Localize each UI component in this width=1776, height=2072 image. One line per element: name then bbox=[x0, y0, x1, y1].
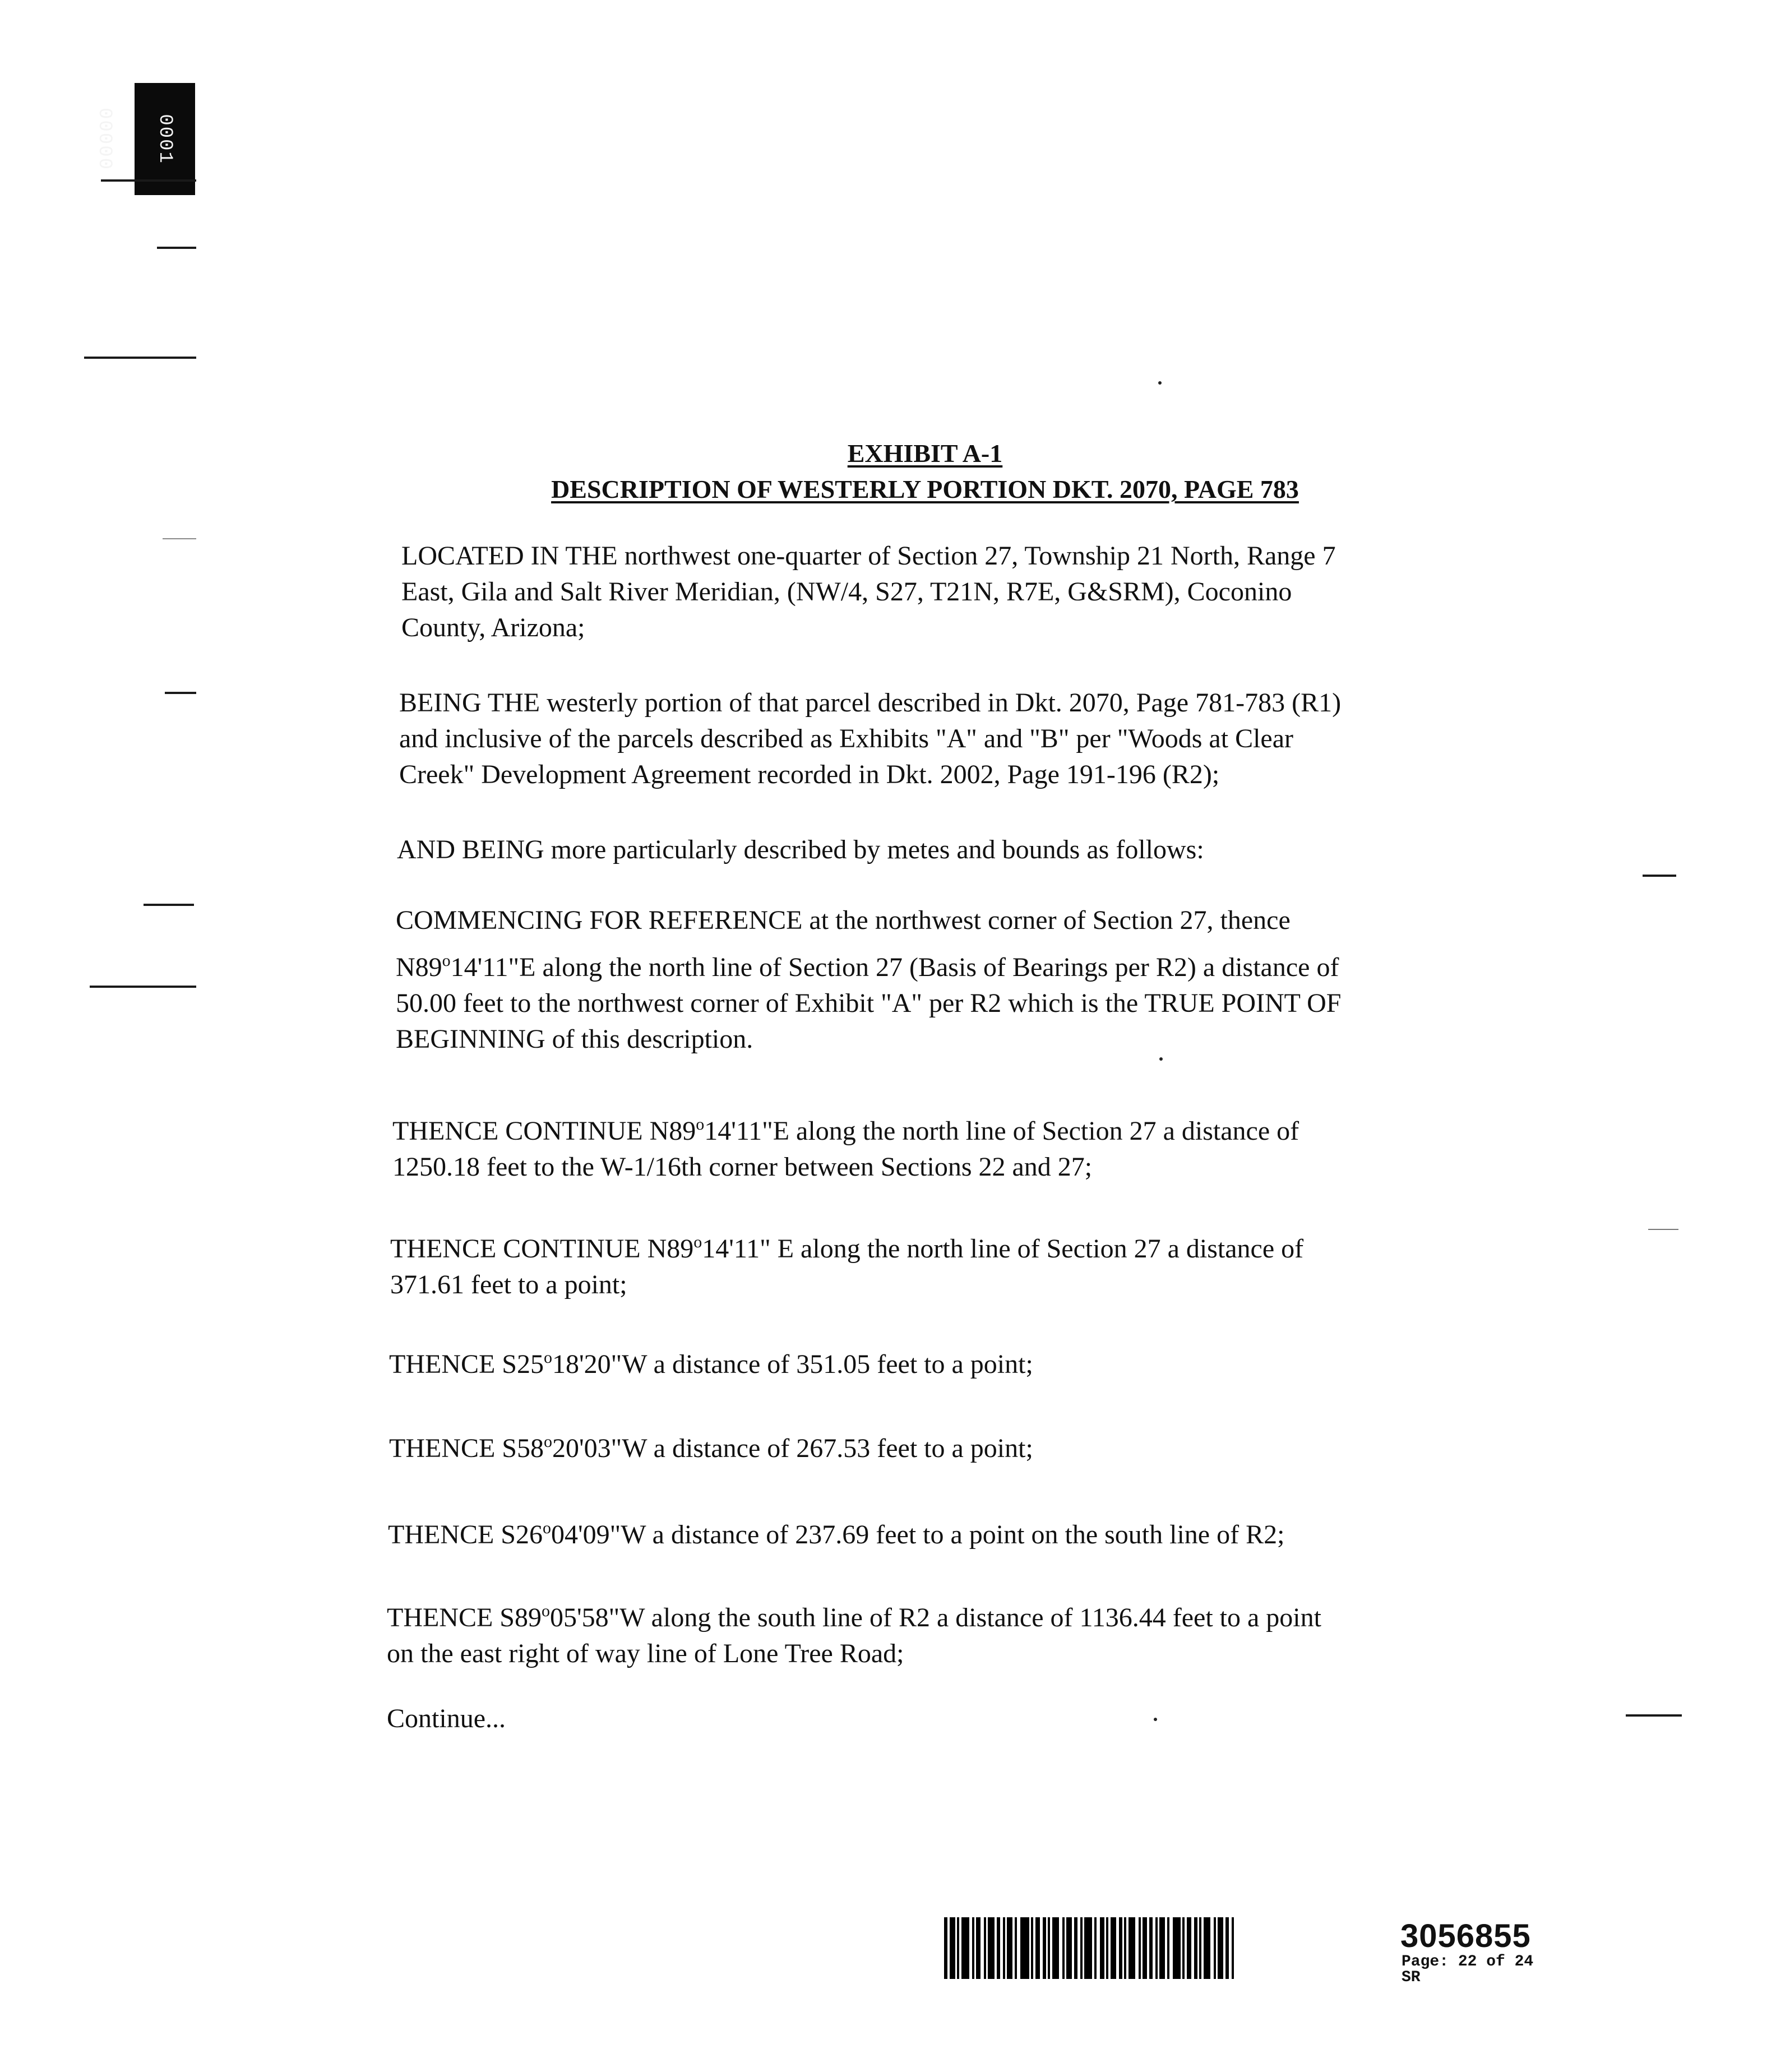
text-line: County, Arizona; bbox=[401, 613, 585, 642]
text-line bbox=[387, 1593, 1474, 1636]
barcode-bar bbox=[1143, 1917, 1147, 1979]
barcode-bar bbox=[1187, 1917, 1191, 1979]
barcode-bar bbox=[1035, 1917, 1040, 1979]
text-line: 50.00 feet to the northwest corner of Exhibit "A" per R2 which is the TRUE POINT OF bbox=[396, 988, 1342, 1018]
margin-mark bbox=[101, 179, 196, 182]
bearing-text: THENCE S26 bbox=[388, 1520, 543, 1550]
text-line bbox=[389, 1340, 1477, 1382]
exhibit-subtitle: DESCRIPTION OF WESTERLY PORTION DKT. 2070, PAGE 783 bbox=[551, 475, 1299, 503]
filing-stamp-text: 0001 00000 bbox=[94, 107, 175, 171]
text-line: and inclusive of the parcels described as Exhibits "A" and "B" per "Woods at Clear bbox=[399, 724, 1294, 753]
margin-mark bbox=[1648, 1229, 1678, 1230]
page-indicator: Page: 22 of 24 bbox=[1402, 1953, 1534, 1971]
barcode-bar bbox=[961, 1917, 969, 1979]
thence-paragraph bbox=[389, 1424, 1477, 1467]
bearing-text: THENCE S58 bbox=[389, 1433, 544, 1463]
barcode-bar bbox=[1052, 1917, 1059, 1979]
barcode-bar bbox=[1173, 1917, 1181, 1979]
metes-bounds-paragraph bbox=[397, 832, 1484, 868]
bearing-text: 04'09"W a distance of 237.69 feet to a point on the south line of R2; bbox=[551, 1520, 1285, 1550]
record-code: SR bbox=[1402, 1969, 1421, 1986]
degree-symbol: o bbox=[542, 1602, 550, 1620]
bearing-text: THENCE S89 bbox=[387, 1603, 542, 1632]
text-line: LOCATED IN THE northwest one-quarter of Section 27, Township 21 North, Range 7 bbox=[401, 541, 1336, 571]
text-line: 1250.18 feet to the W-1/16th corner between Sections 22 and 27; bbox=[392, 1152, 1093, 1182]
barcode-bar bbox=[1204, 1917, 1210, 1979]
bearing-text: N89 bbox=[396, 952, 442, 982]
barcode-bar bbox=[988, 1917, 995, 1979]
record-number: 3056855 bbox=[1400, 1918, 1531, 1954]
being-paragraph bbox=[399, 685, 1487, 793]
text-line: BEGINNING of this description. bbox=[396, 1024, 753, 1054]
location-paragraph bbox=[401, 538, 1489, 646]
exhibit-title: EXHIBIT A-1 bbox=[847, 439, 1003, 468]
margin-mark bbox=[84, 357, 196, 359]
text-line bbox=[392, 1107, 1480, 1149]
continue-text bbox=[387, 1701, 1474, 1737]
barcode-bar bbox=[976, 1917, 980, 1979]
commencing-paragraph bbox=[396, 903, 1483, 1057]
bearing-text: 14'11" E along the north line of Section 27 a distance of bbox=[702, 1234, 1304, 1264]
text-line: on the east right of way line of Lone Tree Road; bbox=[387, 1639, 904, 1668]
text-line: Creek" Development Agreement recorded in Dkt. 2002, Page 191-196 (R2); bbox=[399, 760, 1220, 789]
text-line: COMMENCING FOR REFERENCE at the northwest corner of Section 27, thence bbox=[396, 905, 1291, 935]
bearing-text: THENCE S25 bbox=[389, 1349, 544, 1379]
thence-paragraph bbox=[388, 1510, 1476, 1553]
margin-mark bbox=[90, 986, 196, 988]
text-line: 371.61 feet to a point; bbox=[390, 1270, 627, 1299]
barcode-bar bbox=[1007, 1917, 1012, 1979]
text-line bbox=[389, 1424, 1477, 1467]
bearing-text: THENCE CONTINUE N89 bbox=[390, 1234, 694, 1264]
thence-paragraph bbox=[387, 1593, 1474, 1672]
margin-mark bbox=[157, 247, 196, 249]
bearing-text: 14'11"E along the north line of Section 27 a distance of bbox=[704, 1116, 1299, 1146]
barcode-bar bbox=[1100, 1917, 1104, 1979]
text-line bbox=[390, 1224, 1478, 1267]
margin-mark bbox=[165, 692, 196, 694]
degree-symbol: o bbox=[442, 951, 451, 970]
degree-symbol: o bbox=[544, 1348, 552, 1367]
margin-mark bbox=[144, 904, 194, 906]
degree-symbol: o bbox=[696, 1115, 705, 1134]
margin-mark bbox=[163, 538, 196, 539]
barcode-bar bbox=[1020, 1917, 1029, 1979]
margin-mark bbox=[1626, 1714, 1682, 1717]
margin-mark bbox=[1643, 875, 1676, 877]
degree-symbol: o bbox=[693, 1233, 702, 1251]
thence-paragraph bbox=[390, 1224, 1478, 1303]
barcode-bar bbox=[1084, 1917, 1092, 1979]
bearing-text: THENCE CONTINUE N89 bbox=[392, 1116, 696, 1146]
text-line: BEING THE westerly portion of that parcel described in Dkt. 2070, Page 781-783 (R1) bbox=[399, 688, 1342, 718]
bearing-text: 18'20"W a distance of 351.05 feet to a point; bbox=[552, 1349, 1033, 1379]
barcode bbox=[944, 1917, 1387, 1979]
bearing-text: 05'58"W along the south line of R2 a distance of 1136.44 feet to a point bbox=[550, 1603, 1321, 1632]
scan-dot bbox=[1158, 381, 1162, 385]
thence-paragraph bbox=[389, 1340, 1477, 1382]
barcode-bar bbox=[1159, 1917, 1165, 1979]
degree-symbol: o bbox=[543, 1519, 551, 1537]
scan-dot bbox=[1159, 1057, 1163, 1061]
barcode-bar bbox=[1111, 1917, 1116, 1979]
bearing-text: 20'03"W a distance of 267.53 feet to a point; bbox=[552, 1433, 1033, 1463]
filing-stamp bbox=[94, 83, 195, 195]
text-line bbox=[396, 943, 1483, 986]
barcode-bar bbox=[1066, 1917, 1072, 1979]
barcode-bar bbox=[1218, 1917, 1223, 1979]
text-line: Continue... bbox=[387, 1704, 506, 1733]
degree-symbol: o bbox=[544, 1432, 552, 1451]
barcode-bar bbox=[950, 1917, 955, 1979]
text-line: East, Gila and Salt River Meridian, (NW/4, S27, T21N, R7E, G&SRM), Coconino bbox=[401, 577, 1292, 607]
text-line: AND BEING more particularly described by metes and bounds as follows: bbox=[397, 835, 1204, 864]
barcode-bar bbox=[1128, 1917, 1135, 1979]
thence-paragraph bbox=[392, 1107, 1480, 1185]
bearing-text: 14'11"E along the north line of Section 27 (Basis of Bearings per R2) a distance of bbox=[450, 952, 1339, 982]
barcode-gap bbox=[1234, 1917, 1238, 1979]
text-line bbox=[388, 1510, 1476, 1553]
